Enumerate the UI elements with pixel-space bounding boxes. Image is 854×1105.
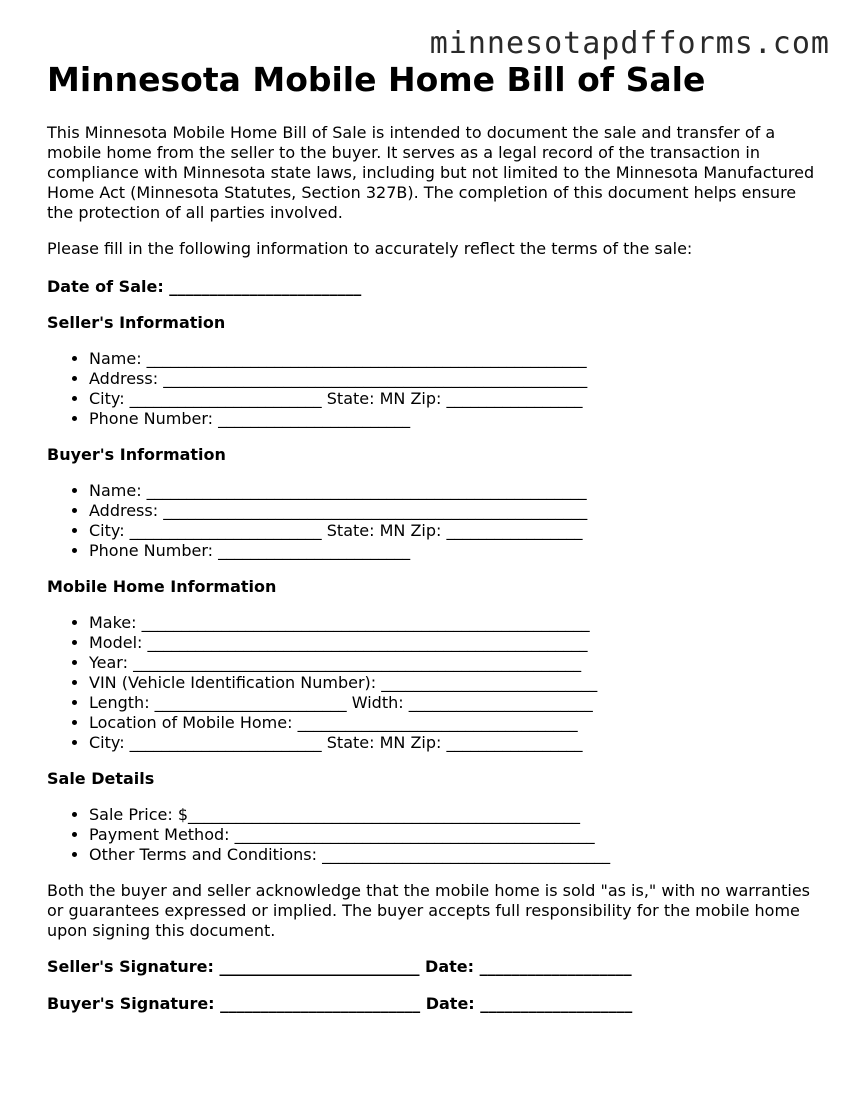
seller-section-heading: Seller's Information — [47, 313, 226, 332]
home-city-state-zip-field[interactable]: • City: ________________________ State: MN Zip: _________________ — [89, 733, 817, 753]
mobile-home-fields-list — [47, 613, 817, 753]
other-terms-field[interactable]: • Other Terms and Conditions: ____________________________________ — [89, 845, 817, 865]
seller-fields-list — [47, 349, 817, 429]
acknowledgement-paragraph: Both the buyer and seller acknowledge that the mobile home is sold "as is," with no warranties or guarantees expressed or implied. The buyer accepts full responsibility for the mobile home upon signing this document. — [47, 881, 811, 940]
sale-details-fields-list — [47, 805, 817, 865]
buyer-section-heading: Buyer's Information — [47, 445, 226, 464]
model-field[interactable]: • Model: _______________________________________________________ — [89, 633, 817, 653]
page-title: Minnesota Mobile Home Bill of Sale — [47, 60, 706, 99]
seller-address-field[interactable]: • Address: _____________________________________________________ — [89, 369, 817, 389]
sale-details-section-heading: Sale Details — [47, 769, 155, 788]
vin-field[interactable]: • VIN (Vehicle Identification Number): ___________________________ — [89, 673, 817, 693]
buyer-name-field[interactable]: • Name: _______________________________________________________ — [89, 481, 817, 501]
date-of-sale-label: Date of Sale: ________________________ — [47, 277, 362, 296]
make-field[interactable]: • Make: ________________________________________________________ — [89, 613, 817, 633]
buyer-signature-field[interactable]: Buyer's Signature: _________________________ Date: ___________________ — [47, 994, 633, 1013]
watermark: minnesotapdfforms.com — [429, 26, 830, 61]
buyer-city-state-zip-field[interactable]: • City: ________________________ State: MN Zip: _________________ — [89, 521, 817, 541]
buyer-phone-field[interactable]: • Phone Number: ________________________ — [89, 541, 817, 561]
length-width-field[interactable]: • Length: ________________________ Width: _______________________ — [89, 693, 817, 713]
seller-city-state-zip-field[interactable]: • City: ________________________ State: MN Zip: _________________ — [89, 389, 817, 409]
instructions-paragraph: Please fill in the following information to accurately reflect the terms of the sale: — [47, 239, 693, 258]
seller-phone-field[interactable]: • Phone Number: ________________________ — [89, 409, 817, 429]
mobile-home-section-heading: Mobile Home Information — [47, 577, 277, 596]
year-field[interactable]: • Year: ________________________________________________________ — [89, 653, 817, 673]
date-of-sale-field[interactable] — [47, 277, 817, 297]
buyer-address-field[interactable]: • Address: _____________________________________________________ — [89, 501, 817, 521]
buyer-fields-list — [47, 481, 817, 561]
sale-price-field[interactable]: • Sale Price: $_________________________________________________ — [89, 805, 817, 825]
location-field[interactable]: • Location of Mobile Home: ___________________________________ — [89, 713, 817, 733]
seller-name-field[interactable]: • Name: _______________________________________________________ — [89, 349, 817, 369]
payment-method-field[interactable]: • Payment Method: _____________________________________________ — [89, 825, 817, 845]
intro-paragraph: This Minnesota Mobile Home Bill of Sale is intended to document the sale and transfer of a mobile home from the seller to the buyer. It serves as a legal record of the transaction in compliance with Minnesota state laws, including but not limited to the Minnesota Manufactured Home Act (Minnesota Statutes, Section 327B). The completion of this document helps ensure the protection of all parties involved. — [47, 123, 815, 222]
seller-signature-field[interactable]: Seller's Signature: _________________________ Date: ___________________ — [47, 957, 632, 976]
document-body — [47, 123, 817, 1031]
